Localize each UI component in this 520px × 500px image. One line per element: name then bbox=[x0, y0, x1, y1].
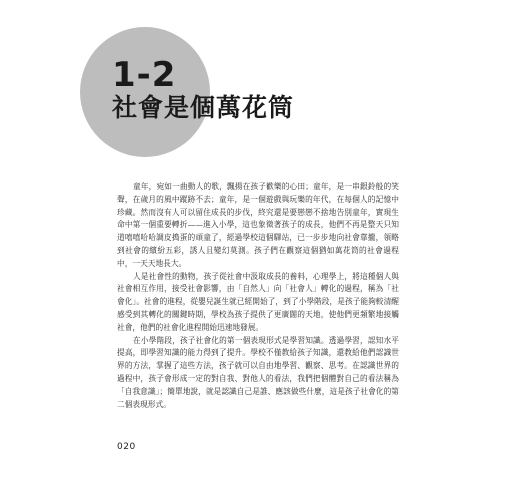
paragraph-3: 在小學階段，孩子社會化的第一個表現形式是學習知識。透過學習，認知水平提高，即學習知識的能力得到了提升。學校不僅教給孩子知識，還教給他們認識世界的方法，掌握了這些方法，孩子就可以自由地學習、觀察、思考。在認識世界的過程中，孩子會形成一定的對自我、對他人的看法，我們把個體對自己的看法稱為「自我意識」；簡單地說，就是認識自己是誰、應該做些什麼，這是孩子社會化的第二個表現形式。 bbox=[117, 335, 399, 409]
body-text bbox=[117, 181, 399, 411]
page-number: 020 bbox=[117, 442, 136, 452]
paragraph-2: 人是社會性的動物，孩子從社會中汲取成長的養料，心理學上，將這種個人與社會相互作用，接受社會影響，由「自然人」向「社會人」轉化的過程，稱為「社會化」。社會的進程，從嬰兒誕生就已經開始了，到了小學階段，是孩子能夠較清醒感受到其轉化的關鍵時期，學校為孩子提供了更廣闊的天地，使他們更頻繁地接觸社會，他們的社會化進程開始迅速地發展。 bbox=[117, 271, 399, 332]
paragraph-1: 童年，宛如一曲動人的歌，飄揚在孩子歡樂的心田；童年，是一串銀鈴般的笑聲，在歲月的風中蹤跡不去；童年，是一個遊戲與玩樂的年代，在每個人的記憶中珍藏。然而沒有人可以留住成長的步伐，終究還是要戀戀不捨地告別童年，實現生命中第一個重要轉折——進入小學，這也象徵著孩子的成長，他們不再是整天只知道嘻嘻哈哈調皮搗蛋的頑童了，經過學校這個驛站，已一步步地向社會靠攏，領略到社會的繽紛五彩，誘人且變幻莫測。孩子們在觀察這個猶如萬花筒的社會過程中，一天天地長大。 bbox=[117, 182, 399, 268]
section-title: 社會是個萬花筒 bbox=[112, 93, 295, 122]
section-number: 1-2 bbox=[112, 55, 177, 95]
